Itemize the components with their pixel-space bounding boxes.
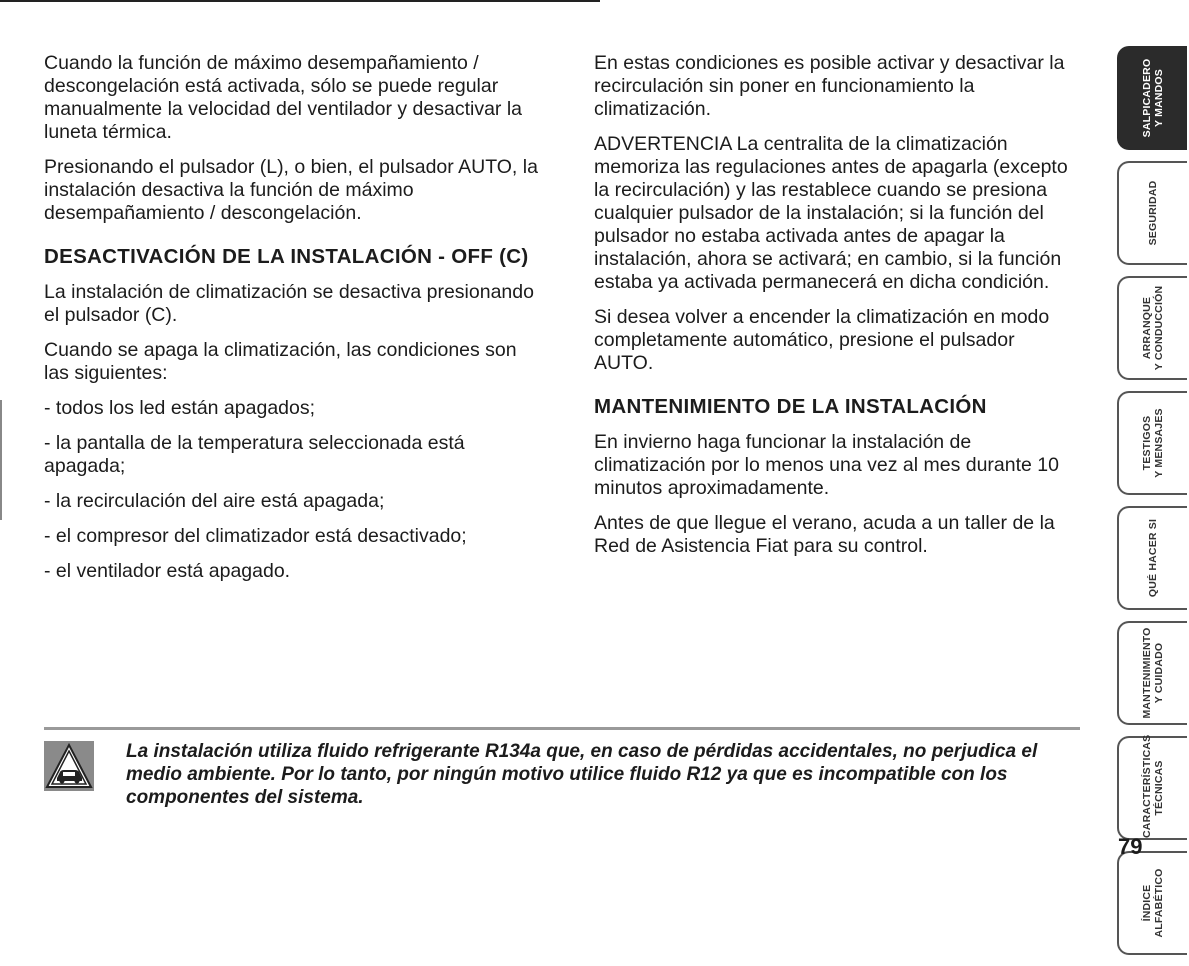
paragraph-warning: ADVERTENCIA La centralita de la climatización memoriza las regulaciones antes de apagarla (excepto la recirculación) y las restablece cuando se presiona cualquier pulsador de la instalación; si la función del pulsador no estaba activada antes de apagar la instalación, ahora se activará; en cambio, si la función estaba ya activada permanecerá en dicha condición.	[594, 133, 1068, 293]
paragraph: La instalación de climatización se desactiva presionando el pulsador (C).	[44, 281, 534, 326]
left-margin-mark	[0, 400, 2, 520]
right-column	[594, 52, 1074, 570]
paragraph: Antes de que llegue el verano, acuda a un taller de la Red de Asistencia Fiat para su control.	[594, 512, 1055, 557]
list-item: - todos los led están apagados;	[44, 397, 316, 419]
section-tabs	[1117, 46, 1189, 966]
section-heading-off: DESACTIVACIÓN DE LA INSTALACIÓN - OFF (C)	[44, 245, 529, 268]
footer-rule	[44, 727, 1080, 730]
paragraph: Presionando el pulsador (L), o bien, el pulsador AUTO, la instalación desactiva la función de máximo desempañamiento / descongelación.	[44, 156, 538, 224]
tab-label: TESTIGOS Y MENSAJES	[1141, 408, 1165, 478]
tab-testigos[interactable]	[1117, 391, 1187, 495]
tab-label: SALPICADERO Y MANDOS	[1141, 58, 1165, 138]
paragraph: En invierno haga funcionar la instalación de climatización por lo menos una vez al mes durante 10 minutos aproximadamente.	[594, 431, 1059, 499]
top-rule	[0, 0, 600, 2]
tab-label: MANTENIMIENTO Y CUIDADO	[1141, 627, 1165, 719]
list-item: - el compresor del climatizador está desactivado;	[44, 525, 467, 547]
paragraph: En estas condiciones es posible activar y desactivar la recirculación sin poner en funcionamiento la climatización.	[594, 52, 1065, 120]
paragraph: Cuando la función de máximo desempañamiento / descongelación está activada, sólo se puede regular manualmente la velocidad del ventilador y desactivar la luneta térmica.	[44, 52, 523, 143]
paragraph: Si desea volver a encender la climatización en modo completamente automático, presione el pulsador AUTO.	[594, 306, 1050, 374]
tab-indice[interactable]	[1117, 851, 1187, 955]
section-heading-maintenance: MANTENIMIENTO DE LA INSTALACIÓN	[594, 395, 987, 418]
tab-que-hacer-si[interactable]	[1117, 506, 1187, 610]
tab-label: CARACTERÍSTICAS TÉCNICAS	[1141, 734, 1165, 838]
paragraph: Cuando se apaga la climatización, las condiciones son las siguientes:	[44, 339, 517, 384]
tab-salpicadero[interactable]	[1117, 46, 1187, 150]
tab-mantenimiento[interactable]	[1117, 621, 1187, 725]
tab-seguridad[interactable]	[1117, 161, 1187, 265]
tab-label: SEGURIDAD	[1147, 180, 1159, 246]
tab-label: QUÉ HACER SI	[1147, 518, 1159, 598]
tab-arranque[interactable]	[1117, 276, 1187, 380]
tab-label: ARRANQUE Y CONDUCCIÓN	[1141, 285, 1165, 371]
tab-label: ÍNDICE ALFABÉTICO	[1141, 868, 1165, 938]
tab-caracteristicas[interactable]	[1117, 736, 1187, 840]
environment-warning-text: La instalación utiliza fluido refrigerante R134a que, en caso de pérdidas accidentales, no perjudica el medio ambiente. Por lo tanto, por ningún motivo utilice fluido R12 ya que es incompatible con los componentes del sistema.	[126, 741, 1038, 808]
list-item: - el ventilador está apagado.	[44, 560, 291, 582]
page-number: 79	[1118, 834, 1143, 859]
car-warning-triangle-icon	[44, 741, 94, 791]
list-item: - la pantalla de la temperatura seleccionada está apagada;	[44, 432, 465, 477]
left-column	[44, 52, 544, 595]
list-item: - la recirculación del aire está apagada;	[44, 490, 385, 512]
